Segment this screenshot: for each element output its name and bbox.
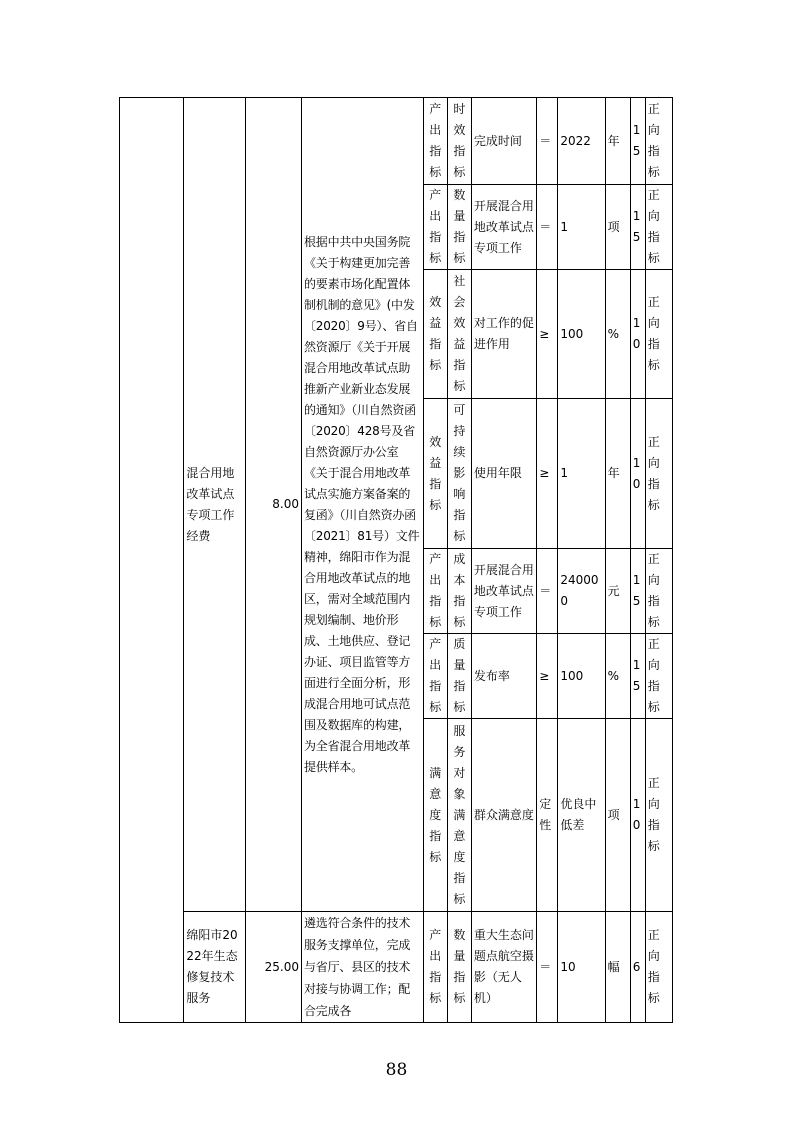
- indicator-operator: ＝: [537, 98, 558, 185]
- project-name: 绵阳市2022年生态修复技术服务: [186, 928, 238, 1005]
- level2-indicator: 时效指标: [447, 98, 471, 185]
- project-basis-cell: [301, 98, 423, 912]
- indicator-name: 开展混合用地改革试点专项工作: [471, 549, 536, 634]
- level1-indicator: 满意度指标: [423, 719, 447, 912]
- page-number: 88: [385, 1060, 408, 1080]
- level2-indicator: 数量指标: [447, 912, 471, 1023]
- level1-indicator: 效益指标: [423, 399, 447, 549]
- level1-indicator: 产出指标: [423, 98, 447, 185]
- indicator-operator: ＝: [537, 912, 558, 1023]
- indicator-operator: ≥: [537, 270, 558, 399]
- project-name-cell: [184, 912, 245, 1023]
- level1-indicator: 产出指标: [423, 185, 447, 270]
- indicator-value: 10: [558, 912, 605, 1023]
- project-basis-cell: [301, 912, 423, 1023]
- indicator-operator: ＝: [537, 549, 558, 634]
- blank-cell: [120, 98, 184, 1023]
- indicator-name: 群众满意度: [471, 719, 536, 912]
- indicator-name: 完成时间: [471, 98, 536, 185]
- level1-indicator: 效益指标: [423, 270, 447, 399]
- indicator-weight: 10: [630, 719, 645, 912]
- indicator-value: 2022: [558, 98, 605, 185]
- indicator-direction: 正向指标: [645, 634, 672, 719]
- performance-indicator-table: [119, 97, 673, 1023]
- level2-indicator: 可持续影响指标: [447, 399, 471, 549]
- table-row: [120, 912, 673, 1023]
- indicator-weight: 15: [630, 185, 645, 270]
- indicator-unit: 幅: [605, 912, 630, 1023]
- level2-indicator: 数量指标: [447, 185, 471, 270]
- indicator-name: 发布率: [471, 634, 536, 719]
- project-basis: 遴选符合条件的技术服务支撑单位，完成与省厅、县区的技术对接与协调工作；配合完成各: [303, 916, 411, 1018]
- level1-indicator: 产出指标: [423, 634, 447, 719]
- indicator-unit: %: [605, 270, 630, 399]
- indicator-direction: 正向指标: [645, 912, 672, 1023]
- indicator-operator: 定性: [537, 719, 558, 912]
- indicator-unit: %: [605, 634, 630, 719]
- level1-indicator: 产出指标: [423, 549, 447, 634]
- indicator-direction: 正向指标: [645, 185, 672, 270]
- level2-indicator: 服务对象满意度指标: [447, 719, 471, 912]
- indicator-operator: ≥: [537, 634, 558, 719]
- indicator-value: 优良中低差: [558, 719, 605, 912]
- indicator-name: 对工作的促进作用: [471, 270, 536, 399]
- project-name: 混合用地改革试点专项工作经费: [186, 465, 235, 543]
- indicator-unit: 元: [605, 549, 630, 634]
- indicator-direction: 正向指标: [645, 399, 672, 549]
- indicator-weight: 6: [630, 912, 645, 1023]
- indicator-unit: 年: [605, 399, 630, 549]
- project-amount-cell: [245, 98, 301, 912]
- indicator-weight: 10: [630, 270, 645, 399]
- level2-indicator: 成本指标: [447, 549, 471, 634]
- indicator-direction: 正向指标: [645, 270, 672, 399]
- table-row: [120, 98, 673, 185]
- indicator-weight: 10: [630, 399, 645, 549]
- indicator-value: 240000: [558, 549, 605, 634]
- indicator-operator: ≥: [537, 399, 558, 549]
- level1-indicator: 产出指标: [423, 912, 447, 1023]
- indicator-weight: 15: [630, 98, 645, 185]
- indicator-direction: 正向指标: [645, 98, 672, 185]
- indicator-direction: 正向指标: [645, 549, 672, 634]
- level2-indicator: 质量指标: [447, 634, 471, 719]
- indicator-operator: ＝: [537, 185, 558, 270]
- project-amount-cell: [245, 912, 301, 1023]
- indicator-weight: 15: [630, 634, 645, 719]
- indicator-value: 1: [558, 399, 605, 549]
- indicator-weight: 15: [630, 549, 645, 634]
- project-basis: 根据中共中央国务院《关于构建更加完善的要素市场化配置体制机制的意见》(中发〔2020〕9号）、省自然资源厅《关于开展混合用地改革试点助推新产业新业态发展的通知》（川自然资函〔2020〕428号及省自然资源厅办公室《关于混合用地改革试点实施方案备案的复函》（川自然资办函〔2021〕81号）文件精神，绵阳市作为混合用地改革试点的地区，需对全域范围内规划编制、地价形成、土地供应、登记办证、项目监管等方面进行全面分析，形成混合用地可试点范围及数据库的构建，为全省混合用地改革提供样本。: [303, 234, 420, 774]
- indicator-name: 开展混合用地改革试点专项工作: [471, 185, 536, 270]
- level2-indicator: 社会效益指标: [447, 270, 471, 399]
- indicator-unit: 项: [605, 185, 630, 270]
- indicator-unit: 项: [605, 719, 630, 912]
- indicator-name: 使用年限: [471, 399, 536, 549]
- project-name-cell: [184, 98, 245, 912]
- project-amount: 8.00: [272, 497, 299, 511]
- indicator-value: 100: [558, 270, 605, 399]
- indicator-name: 重大生态问题点航空摄影（无人机）: [471, 912, 536, 1023]
- indicator-direction: 正向指标: [645, 719, 672, 912]
- indicator-unit: 年: [605, 98, 630, 185]
- indicator-value: 100: [558, 634, 605, 719]
- project-amount: 25.00: [264, 959, 299, 974]
- indicator-value: 1: [558, 185, 605, 270]
